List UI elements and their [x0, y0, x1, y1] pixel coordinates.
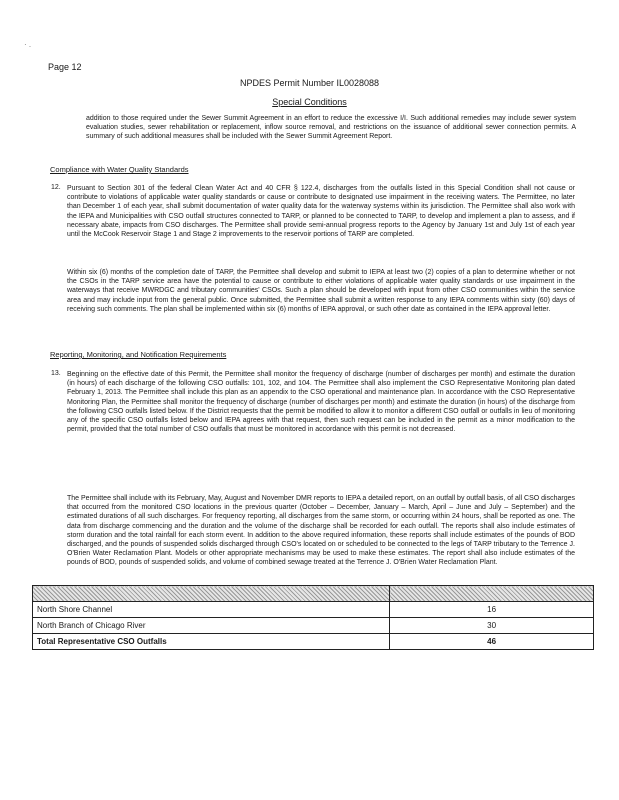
wq-heading: Compliance with Water Quality Standards — [50, 165, 189, 174]
total-value: 46 — [390, 634, 594, 650]
continuation-paragraph: addition to those required under the Sewer Summit Agreement in an effort to reduce the excessive I/I. Such additional remedies may include sewer system evaluation studies, sewer rehabilitation or replacement, inflow source removal, and restrictions on the issuance of additional sewer connection permits. A summary of such additional measures shall be included with the Sewer Summit Agreement Report. — [86, 115, 576, 141]
waterway-name: North Shore Channel — [33, 602, 390, 618]
outfall-count: 16 — [390, 602, 594, 618]
table-header-cell — [390, 586, 594, 602]
permit-number: NPDES Permit Number IL0028088 — [239, 78, 380, 88]
table-total-row — [33, 634, 594, 650]
wq-item-number: 12. — [51, 184, 61, 191]
waterway-name: North Branch of Chicago River — [33, 618, 390, 634]
section-title: Special Conditions — [272, 97, 347, 107]
rm-item-number: 13. — [51, 370, 61, 377]
wq-paragraph-2: Within six (6) months of the completion date of TARP, the Permittee shall develop and submit to IEPA at least two (2) copies of a plan to determine whether or not the CSOs in the TARP service area have the potential to cause or contribute to either violations of applicable water quality standards or use impairment in the waterways that receive MWRDGC and tributary communities' CSOs. Such a plan should be developed with input from other CSO communities within the service area and may include input from the general public. Once submitted, the Permittee shall submit a written response to any IEPA comments within sixty (60) days of receiving such comments. The plan shall be implemented within six (6) months of IEPA approval, or such other date as contained in the IEPA approval letter. — [67, 269, 575, 313]
total-label: Total Representative CSO Outfalls — [33, 634, 390, 650]
table-header-row — [33, 586, 594, 602]
rm-heading: Reporting, Monitoring, and Notification Requirements — [50, 350, 227, 359]
rm-paragraph-1: Beginning on the effective date of this Permit, the Permittee shall monitor the frequency of discharge (number of discharges per month) and estimate the duration (in hours) of each discharge of the following CSO outfalls: 101, 102, and 104. The Permittee shall also implement the CSO Representative Monitoring plan dated February 1, 2013. The Permittee shall include this plan as an appendix to the CSO operational and maintenance plan. In accordance with the CSO Representative Monitoring Plan, the Permittee shall monitor the frequency of discharge (number of discharges per month) and estimate the duration (in hours) of the discharge from the following CSO outfalls listed below. If the District requests that the permit be modified to allow it to monitor a different CSO outfall or outfalls in lieu of monitoring any of the specific CSO outfalls listed below and IEPA agrees with that request, then such request can be included in the permit as a minor modification to the permit, provided that the total number of CSO outfalls that must be monitored in accordance with this permit is not decreased. — [67, 371, 575, 434]
outfall-count: 30 — [390, 618, 594, 634]
scan-artifact: · . — [24, 40, 32, 49]
table-row — [33, 618, 594, 634]
rm-paragraph-2: The Permittee shall include with its February, May, August and November DMR reports to IEPA a detailed report, on an outfall by outfall basis, of all CSO discharges that occurred from the monitored CSO locations in the previous quarter (October – December, January – March, April – June and July – September) and the estimated durations of all such discharges. For frequency reporting, all discharges from the same storm, or occurring within 24 hours, shall be reported as one. The data from discharge commencing and the duration and the volume of the discharge shall be recorded for each outfall. The reports shall also include estimates of storm duration and the total rainfall for each storm event. In addition to the above required information, these reports shall include estimates of the pounds of BOD discharged, and the pounds of suspended solids discharged through CSO's located on or scheduled to be connected to the legs of TARP tributary to the Terrence J. O'Brien Water Reclamation Plant. Models or other appropriate mechanisms may be used to make these estimates. The report shall also include estimates of the pounds of BOD, pounds of suspended solids, and volume of combined sewage treated at the Terrence J. O'Brien Water Reclamation Plant. — [67, 495, 575, 567]
cso-outfall-table — [32, 585, 594, 650]
table-header-cell — [33, 586, 390, 602]
table-row — [33, 602, 594, 618]
page-number: Page 12 — [48, 62, 82, 72]
wq-paragraph-1: Pursuant to Section 301 of the federal Clean Water Act and 40 CFR § 122.4, discharges from the outfalls listed in this Special Condition shall not cause or contribute to violations of applicable water quality standards or cause or contribute to designated use impairment in the receiving waters. The Permittee, no later than December 1 of each year, shall submit documentation of water quality data for the waterway systems within its jurisdiction. The Permittee shall also work with the IEPA and Municipalities with CSO outfall structures connected to TARP, or planned to be connected to TARP, to develop and implement a plan to assess, and if necessary abate, impacts from CSO discharges. The Permittee shall provide semi-annual progress reports to the Agency by January 1st and July 1st of each year until the McCook Reservoir Stage 1 and Stage 2 improvements to the reservoir portions of TARP are completed. — [67, 185, 575, 239]
